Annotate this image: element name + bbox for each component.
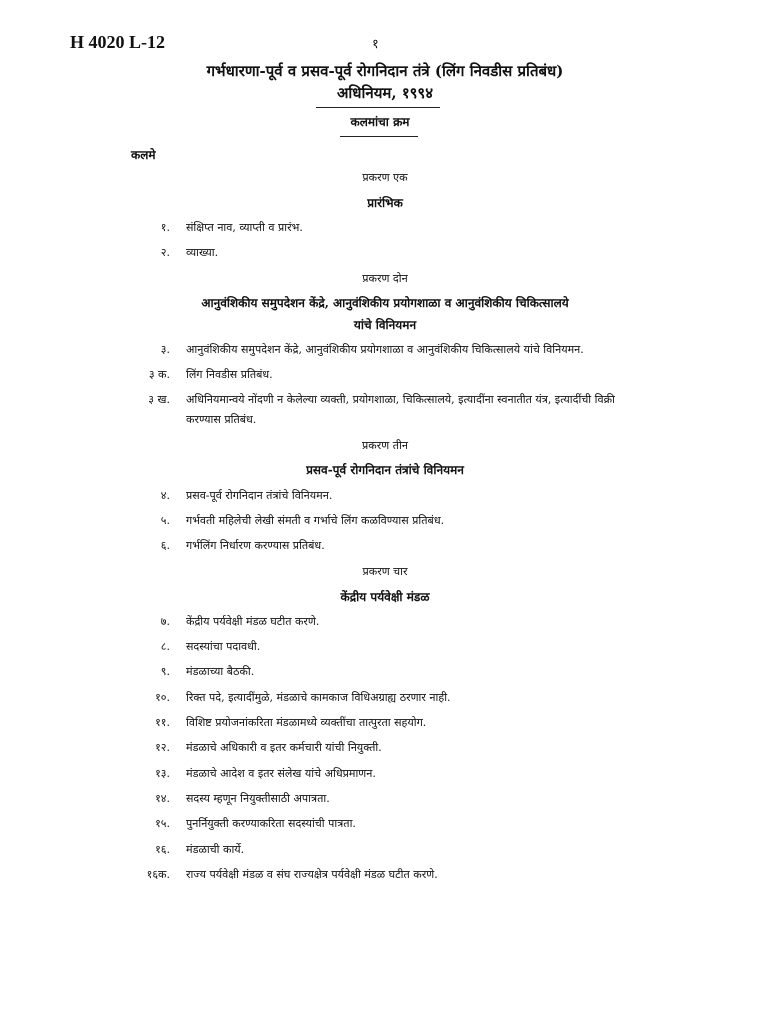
section-number: ३ क.: [148, 368, 170, 381]
section-title: केंद्रीय पर्यवेक्षी मंडळ घटीत करणे.: [186, 615, 320, 628]
section-number: १०.: [155, 691, 170, 704]
section-title: सदस्यांचा पदावधी.: [186, 640, 261, 653]
sections-label: कलमे: [131, 148, 156, 162]
section-title: गर्भवती महिलेची लेखी संमती व गर्भाचे लिंग कळविण्यास प्रतिबंध.: [186, 514, 445, 527]
section-number: ३.: [160, 343, 170, 356]
chapter-heading: केंद्रीय पर्यवेक्षी मंडळ: [340, 590, 430, 604]
section-title: मंडळाचे आदेश व इतर संलेख यांचे अधिप्रमाणन.: [186, 767, 376, 780]
chapter-label: प्रकरण चार: [362, 565, 408, 578]
section-title: पुनर्नियुक्ती करण्याकरिता सदस्यांची पात्रता.: [186, 817, 356, 830]
chapter-label: प्रकरण एक: [362, 171, 408, 184]
section-number: ५.: [160, 514, 170, 527]
chapter-heading: आनुवंशिकीय समुपदेशन केंद्रे, आनुवंशिकीय प्रयोगशाळा व आनुवंशिकीय चिकित्सालये: [201, 296, 569, 310]
section-title: मंडळाची कार्ये.: [186, 843, 245, 856]
section-title: राज्य पर्यवेक्षी मंडळ व संघ राज्यक्षेत्र पर्यवेक्षी मंडळ घटीत करणे.: [186, 868, 438, 881]
section-number: १४.: [155, 792, 170, 805]
section-title: गर्भलिंग निर्धारण करण्यास प्रतिबंध.: [186, 539, 325, 552]
section-number: ३ ख.: [148, 393, 170, 406]
section-title: सदस्य म्हणून नियुक्तीसाठी अपात्रता.: [186, 792, 330, 805]
section-number: २.: [160, 246, 170, 259]
contents-rule-bottom: [340, 136, 418, 137]
section-number: १३.: [155, 767, 170, 780]
section-title: संक्षिप्त नाव, व्याप्ती व प्रारंभ.: [186, 221, 303, 234]
chapter-heading-line-2: यांचे विनियमन: [353, 318, 417, 332]
section-title: मंडळाचे अधिकारी व इतर कर्मचारी यांची नियुक्ती.: [186, 741, 382, 754]
section-number: १.: [160, 221, 170, 234]
section-number: १६क.: [146, 868, 170, 881]
section-title: व्याख्या.: [186, 246, 219, 259]
section-number: ८.: [160, 640, 170, 653]
contents-heading: कलमांचा क्रम: [350, 115, 410, 129]
chapter-heading: प्रसव-पूर्व रोगनिदान तंत्रांचे विनियमन: [306, 463, 464, 477]
section-number: १२.: [155, 741, 170, 754]
page-number: १: [372, 37, 379, 52]
section-number: १६.: [155, 843, 170, 856]
section-title: आनुवंशिकीय समुपदेशन केंद्रे, आनुवंशिकीय प्रयोगशाळा व आनुवंशिकीय चिकित्सालये यांचे विनियमन.: [186, 343, 584, 356]
section-number: ७.: [160, 615, 170, 628]
section-title: अधिनियमान्वये नोंदणी न केलेल्या व्यक्ती, प्रयोगशाळा, चिकित्सालये, इत्यादींना स्वनातीत यंत्र, इत्यादींची विक्री करण्यास प्रतिबंध.: [186, 393, 615, 426]
contents-rule-top: [316, 107, 440, 108]
section-number: १५.: [155, 817, 170, 830]
section-number: ९.: [160, 665, 170, 678]
section-number: ११.: [155, 716, 170, 729]
section-number: ६.: [160, 539, 170, 552]
document-code: H 4020 L-12: [70, 32, 166, 52]
section-title: लिंग निवडीस प्रतिबंध.: [186, 368, 273, 381]
section-title: रिक्त पदे, इत्यादींमुळे, मंडळाचे कामकाज विधिअग्राह्य ठरणार नाही.: [186, 691, 451, 704]
chapter-heading: प्रारंभिक: [367, 196, 403, 210]
chapter-label: प्रकरण दोन: [362, 272, 408, 285]
section-title: मंडळाच्या बैठकी.: [186, 665, 255, 678]
act-title-line-2: अधिनियम, १९९४: [336, 84, 434, 102]
act-title-line-1: गर्भधारणा-पूर्व व प्रसव-पूर्व रोगनिदान तंत्रे (लिंग निवडीस प्रतिबंध): [206, 62, 564, 80]
chapter-label: प्रकरण तीन: [362, 439, 408, 452]
section-number: ४.: [160, 489, 170, 502]
section-title: विशिष्ट प्रयोजनांकरिता मंडळामध्ये व्यक्तींचा तात्पुरता सहयोग.: [186, 716, 427, 729]
section-title: प्रसव-पूर्व रोगनिदान तंत्रांचे विनियमन.: [186, 489, 333, 502]
